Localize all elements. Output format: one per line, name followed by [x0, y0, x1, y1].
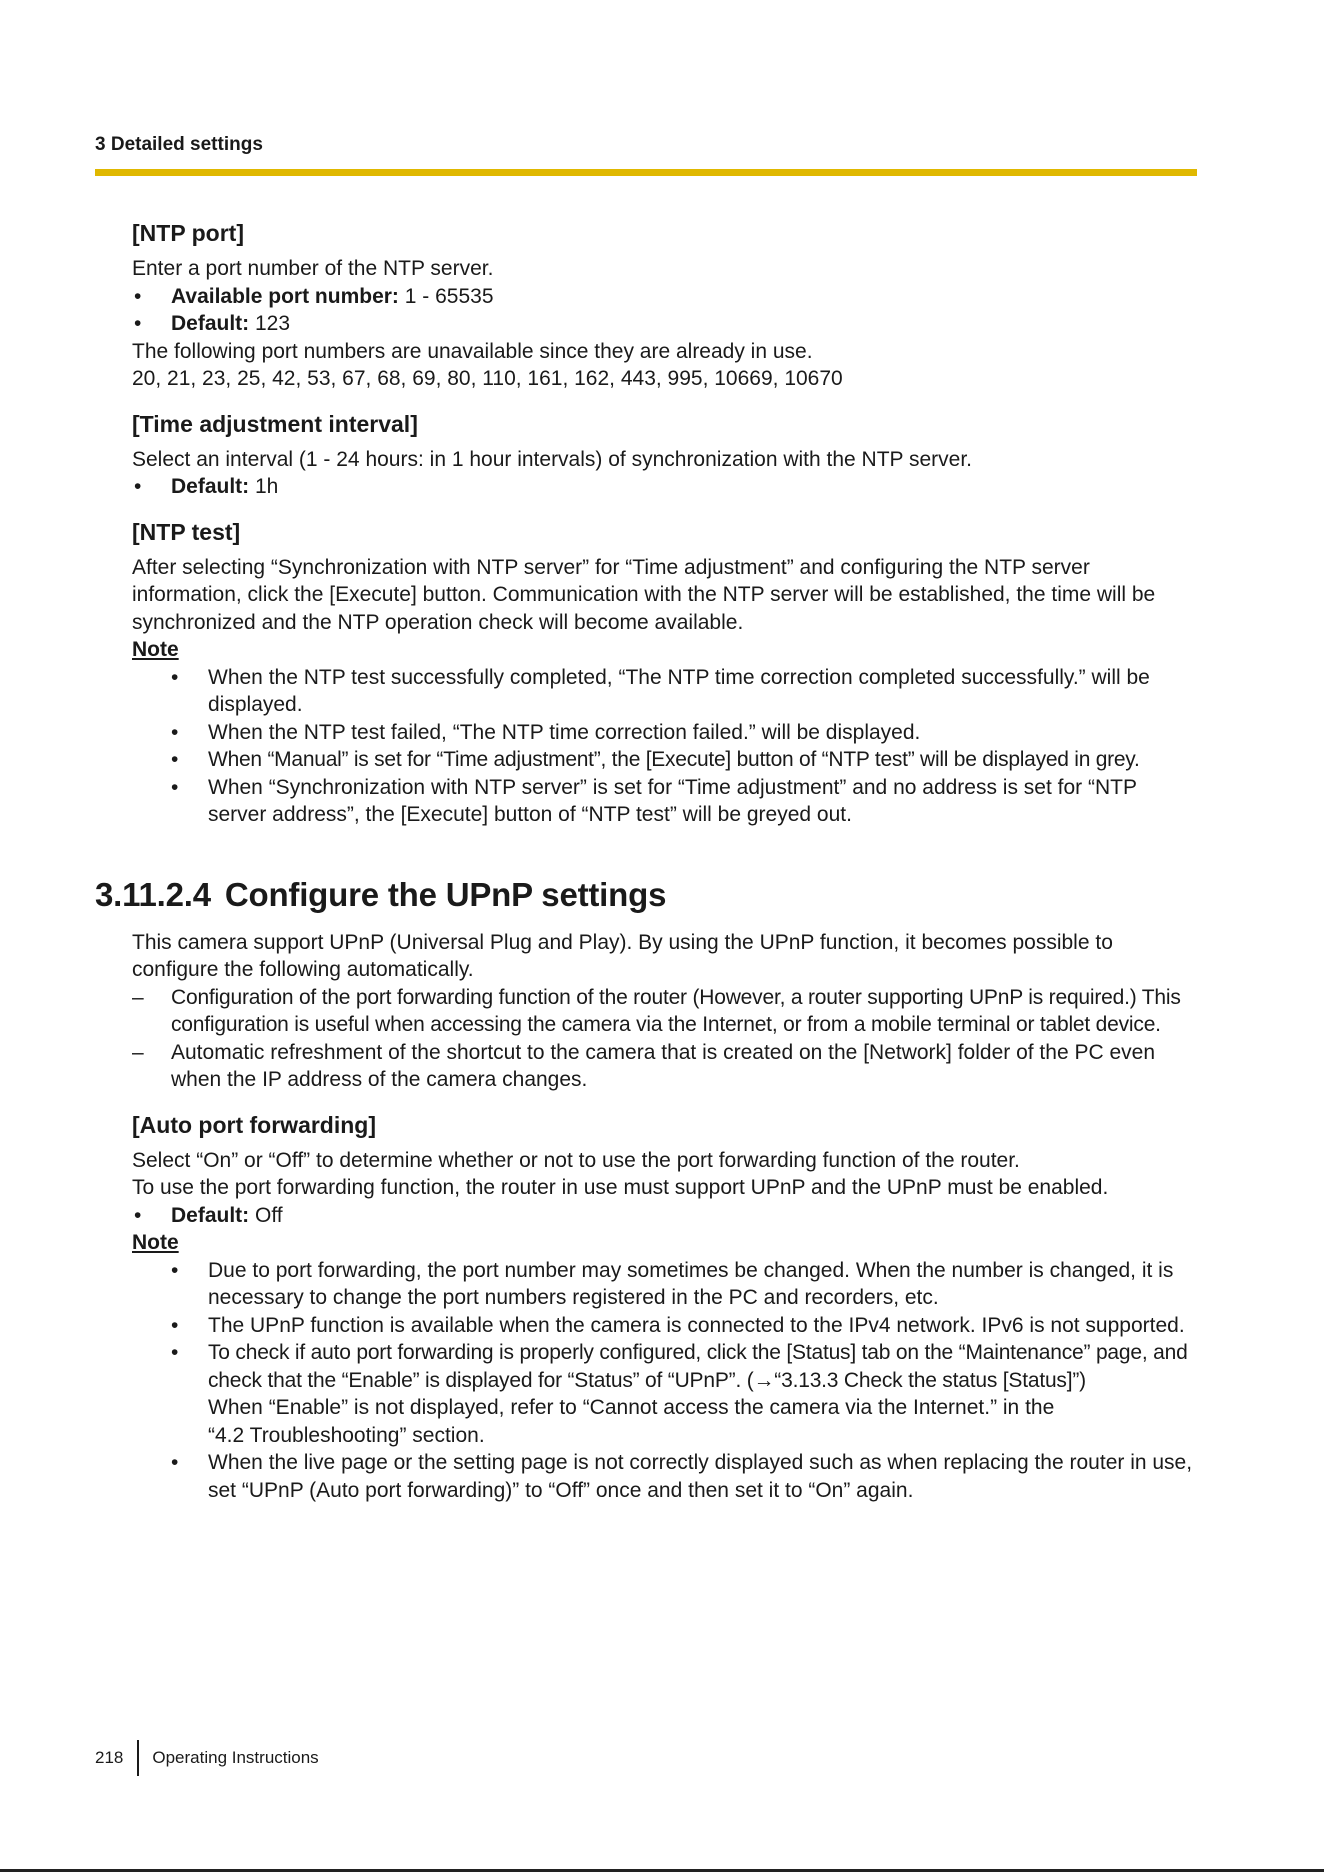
available-port-label: Available port number: — [171, 284, 399, 308]
auto-port-text-1: Select “On” or “Off” to determine whether or not to use the port forwarding function of the router. — [132, 1148, 1020, 1172]
ntp-port-intro: Enter a port number of the NTP server. — [132, 257, 494, 280]
default-value: 1h — [249, 475, 279, 498]
note-label: Note — [132, 1231, 179, 1254]
note-item: • Due to port forwarding, the port number may sometimes be changed. When the number is changed, it is necessary to change the port numbers registered in the PC and recorders, etc. — [208, 1257, 1200, 1312]
doc-title: Operating Instructions — [152, 1748, 319, 1767]
time-interval-heading: [Time adjustment interval] — [132, 410, 418, 437]
auto-port-notes — [132, 1257, 1200, 1505]
default-label: Default: — [171, 312, 250, 335]
section-title — [95, 875, 1200, 915]
ntp-test-section — [132, 517, 1200, 829]
upnp-item: – Automatic refreshment of the shortcut to the camera that is created on the [Network] folder of the PC even when the IP address of the camera changes. — [132, 1039, 1200, 1094]
time-interval-default-item — [132, 473, 1200, 501]
note-item: • The UPnP function is available when the camera is connected to the IPv4 network. IPv6 is not supported. — [208, 1312, 1200, 1340]
header-rule — [95, 169, 1197, 176]
page-footer — [95, 1740, 319, 1776]
auto-port-forwarding-heading: [Auto port forwarding] — [132, 1111, 377, 1138]
upnp-intro: This camera support UPnP (Universal Plug and Play). By using the UPnP function, it becomes possible to configure the following automatically. — [132, 930, 1113, 981]
note-item — [208, 1339, 1200, 1449]
note-item: • When the live page or the setting page is not correctly displayed such as when replacing the router in use, set “UPnP (Auto port forwarding)” to “Off” once and then set it to “On” again. — [208, 1449, 1200, 1504]
upnp-item: – Configuration of the port forwarding function of the router (However, a router supporting UPnP is required.) This configuration is useful when accessing the camera via the Internet, or from a mobile terminal or tablet device. — [132, 984, 1200, 1039]
note-extra-line: “4.2 Troubleshooting” section. — [208, 1423, 485, 1447]
auto-port-text-2: To use the port forwarding function, the router in use must support UPnP and the UPnP must be enabled. — [132, 1176, 1109, 1199]
default-value: 123 — [249, 312, 291, 335]
available-port-value: 1 - 65535 — [398, 284, 494, 308]
time-interval-text: Select an interval (1 - 24 hours: in 1 hour intervals) of synchronization with the NTP server. — [132, 447, 973, 471]
unavailable-text: The following port numbers are unavailable since they are already in use. — [132, 339, 813, 363]
ntp-test-notes — [132, 664, 1200, 829]
ntp-port-heading: [NTP port] — [132, 220, 245, 246]
page-content — [95, 218, 1200, 1520]
section-title-text: Configure the UPnP settings — [224, 875, 667, 913]
running-head: 3 Detailed settings — [95, 134, 263, 155]
upnp-intro-section — [132, 929, 1200, 1094]
note-item: • When “Manual” is set for “Time adjustment”, the [Execute] button of “NTP test” will be displayed in grey. — [208, 746, 1200, 774]
section-number: 3.11.2.4 — [95, 875, 211, 913]
ntp-test-heading: [NTP test] — [132, 518, 241, 545]
note-text: • To check if auto port forwarding is properly configured, click the [Status] tab on the “Maintenance” page, and check that the “Enable” is displayed for “Status” of “UPnP”. (→“3.13.3 Check the status [Status]”) — [208, 1341, 1188, 1392]
ntp-test-text: After selecting “Synchronization with NTP server” for “Time adjustment” and configuring the NTP server information, click the [Execute] button. Communication with the NTP server will be established, the time will be synchronized and the NTP operation check will become available. — [132, 555, 1156, 634]
note-label: Note — [132, 638, 179, 661]
auto-port-default-item — [132, 1202, 1200, 1230]
note-extra-line: When “Enable” is not displayed, refer to “Cannot access the camera via the Internet.” in the — [208, 1396, 1055, 1419]
auto-port-forwarding-section — [132, 1110, 1200, 1505]
note-item: • When the NTP test failed, “The NTP time correction failed.” will be displayed. — [208, 719, 1200, 747]
time-adjustment-interval-section — [132, 409, 1200, 501]
available-port-item — [132, 283, 1200, 311]
default-value: Off — [249, 1203, 283, 1227]
footer-separator — [137, 1740, 139, 1776]
note-item: • When “Synchronization with NTP server” is set for “Time adjustment” and no address is set for “NTP server address”, the [Execute] button of “NTP test” will be greyed out. — [208, 774, 1200, 829]
ntp-port-default-item — [132, 310, 1200, 338]
page-number: 218 — [95, 1748, 124, 1767]
default-label: Default: — [171, 1203, 250, 1227]
default-label: Default: — [171, 475, 250, 498]
unavailable-ports: 20, 21, 23, 25, 42, 53, 67, 68, 69, 80, 110, 161, 162, 443, 995, 10669, 10670 — [132, 367, 843, 390]
ntp-port-section — [132, 218, 1200, 393]
note-item: • When the NTP test successfully completed, “The NTP time correction completed successfully.” will be displayed. — [208, 664, 1200, 719]
